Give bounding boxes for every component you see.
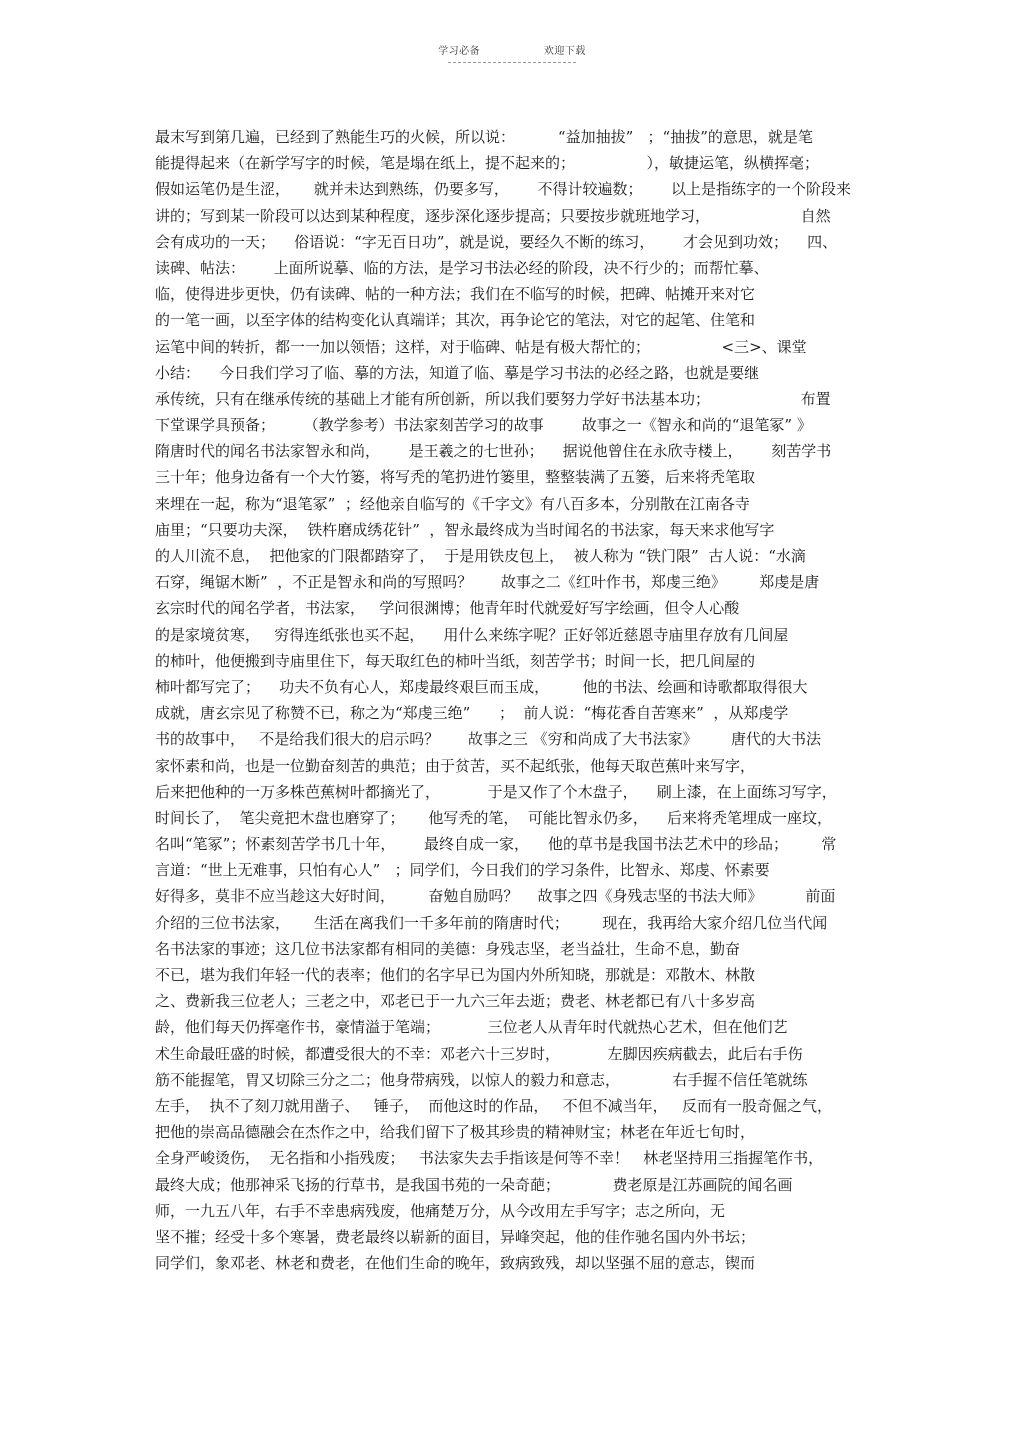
header-right-text: 欢迎下载 xyxy=(543,46,586,57)
text-line: 庙里；“只要功夫深， 铁杵磨成绣花针” ，智永最终成为当时闻名的书法家，每天来求他写字 xyxy=(155,520,775,539)
text-line: 的是家境贫寒， 穷得连纸张也买不起， 用什么来练字呢？正好邻近慈恩寺庙里存放有几间屋 xyxy=(155,625,789,644)
text-line: 三十年；他身边备有一个大竹篓，将写秃的笔扔进竹篓里，整整装满了五篓，后来将秃笔取 xyxy=(155,468,756,487)
text-line: 会有成功的一天； 俗语说：“字无百日功”，就是说，要经久不断的练习， 才会见到功效； 四、 xyxy=(155,232,838,251)
text-line: 坚不摧；经受十多个寒暑，费老最终以崭新的面目，异峰突起，他的佳作驰名国内外书坛； xyxy=(155,1227,756,1246)
text-line: 假如运笔仍是生涩， 就并未达到熟练，仍要多写， 不得计较遍数； 以上是指练字的一个阶段来 xyxy=(155,180,852,199)
text-line: 之、费新我三位老人；三老之中，邓老已于一九六三年去逝；费老、林老都已有八十多岁高 xyxy=(155,992,756,1011)
text-line: 把他的崇高品德融会在杰作之中，给我们留下了极其珍贵的精神财宝；林老在年近七旬时， xyxy=(155,1123,756,1142)
text-line: 后来把他种的一万多株芭蕉树叶都摘光了， 于是又作了个木盘子， 刷上漆，在上面练习写字， xyxy=(155,782,837,801)
text-line: 能提得起来（在新学写字的时候，笔是塌在纸上，提不起来的； ），敏捷运笔，纵横挥毫； xyxy=(155,154,820,173)
text-line: 书的故事中， 不是给我们很大的启示吗？ 故事之三 《穷和尚成了大书法家》 唐代的大书法 xyxy=(155,730,822,749)
text-line: 石穿，绳锯木断” ，不正是智永和尚的写照吗？ 故事之二《红叶作书，郑虔三绝》 郑虔是唐 xyxy=(155,573,820,592)
text-line: 不已，堪为我们年轻一代的表率；他们的名字早已为国内外所知晓，那就是：邓散木、林散 xyxy=(155,966,756,984)
text-line: 的柿叶，他便搬到寺庙里住下，每天取红色的柿叶当纸，刻苦学书；时间一长，把几间屋的 xyxy=(155,651,756,670)
text-line: 同学们，象邓老、林老和费老，在他们生命的晚年，致病致残，却以坚强不屈的意志，锲而 xyxy=(155,1254,756,1273)
text-line: 小结： 今日我们学习了临、摹的方法，知道了临、摹是学习书法的必经之路，也就是要继 xyxy=(155,363,760,382)
text-line: 下堂课学具预备； （教学参考）书法家刻苦学习的故事 故事之一《智永和尚的“退笔冢” 》 xyxy=(155,416,812,435)
text-line: 好得多，莫非不应当趁这大好时间， 奋勉自励吗？ 故事之四《身残志坚的书法大师》 前面 xyxy=(155,887,836,906)
text-line: 师，一九五八年，右手不幸患病残废，他痛楚万分，从今改用左手写字；志之所向，无 xyxy=(155,1201,726,1220)
text-line: 的一笔一画，以至字体的结构变化认真端详；其次，再争论它的笔法，对它的起笔、住笔和 xyxy=(155,311,756,330)
text-line: 运笔中间的转折，都一一加以领悟；这样，对于临碑、帖是有极大帮忙的； <三>、课堂 xyxy=(155,337,807,356)
text-line: 言道：“世上无难事，只怕有心人” ；同学们，今日我们的学习条件，比智永、郑虔、怀素要 xyxy=(155,861,770,880)
text-line: 左手， 执不了刻刀就用凿子、 锤子， 而他这时的作品， 不但不减当年， 反而有一股奇倔之气， xyxy=(155,1096,832,1115)
text-line: 讲的；写到某一阶段可以达到某种程度，逐步深化逐步提高；只要按步就班地学习， 自然 xyxy=(155,206,831,225)
text-line: 玄宗时代的闻名学者，书法家， 学问很渊博；他青年时代就爱好写字绘画，但令人心酸 xyxy=(155,599,740,618)
text-line: 家怀素和尚，也是一位勤奋刻苦的典范；由于贫苦，买不起纸张，他每天取芭蕉叶来写字， xyxy=(155,756,756,775)
text-line: 术生命最旺盛的时候，都遭受很大的不幸：邓老六十三岁时， 左脚因疾病截去，此后右手伤 xyxy=(155,1044,803,1063)
text-line: 名书法家的事迹；这几位书法家都有相同的美德：身残志坚，老当益壮，生命不息，勤奋 xyxy=(155,939,741,958)
text-line: 隋唐时代的闻名书法家智永和尚， 是王羲之的七世孙； 据说他曾住在永欣寺楼上， 刻苦学书 xyxy=(155,442,832,461)
header-divider xyxy=(448,62,576,63)
text-line: 临，使得进步更快，仍有读碑、帖的一种方法；我们在不临写的时候，把碑、帖摊开来对它 xyxy=(155,285,756,304)
text-line: 最终大成；他那神采飞扬的行草书，是我国书苑的一朵奇葩； 费老原是江苏画院的闻名画 xyxy=(155,1175,793,1194)
text-line: 筋不能握笔，胃又切除三分之二；他身带病残，以惊人的毅力和意志， 右手握不信任笔就练 xyxy=(155,1070,808,1089)
text-line: 成就，唐玄宗见了称赞不已，称之为“郑虔三绝” ； 前人说：“梅花香自苦寒来” ，从郑虔学 xyxy=(155,704,789,723)
page-header xyxy=(0,42,1024,57)
text-line: 来埋在一起，称为“退笔冢” ；经他亲自临写的《千字文》有八百多本，分别散在江南各寺 xyxy=(155,494,750,513)
text-line: 承传统，只有在继承传统的基础上才能有所创新，所以我们要努力学好书法基本功； 布置 xyxy=(155,389,831,408)
text-line: 柿叶都写完了； 功夫不负有心人，郑虔最终艰巨而玉成， 他的书法、绘画和诗歌都取得很大 xyxy=(155,677,808,696)
header-left-text: 学习必备 xyxy=(438,46,481,57)
document-body xyxy=(155,124,875,1276)
text-line: 时间长了， 笔尖竟把木盘也磨穿了； 他写秃的笔， 可能比智永仍多， 后来将秃笔埋成一座坟， xyxy=(155,808,832,827)
text-line: 最末写到第几遍，已经到了熟能生巧的火候，所以说： “益加抽拔” ；“抽拔”的意思，就是笔 xyxy=(155,128,813,146)
text-line: 介绍的三位书法家， 生活在离我们一千多年前的隋唐时代； 现在，我再给大家介绍几位当代闻 xyxy=(155,913,828,932)
text-line: 的人川流不息， 把他家的门限都踏穿了， 于是用铁皮包上， 被人称为 “铁门限” 古人说：“水滴 xyxy=(155,547,806,565)
text-line: 龄，他们每天仍挥毫作书，豪情溢于笔端； 三位老人从青年时代就热心艺术，但在他们艺 xyxy=(155,1018,788,1037)
text-line: 名叫“笔冢”；怀素刻苦学书几十年， 最终自成一家， 他的草书是我国书法艺术中的珍品； 常 xyxy=(155,835,837,854)
text-line: 读碑、帖法： 上面所说摹、临的方法，是学习书法必经的阶段，决不行少的；而帮忙摹、 xyxy=(155,258,769,277)
text-line: 全身严峻烫伤， 无名指和小指残废； 书法家失去手指该是何等不幸！ 林老坚持用三指握笔作书， xyxy=(155,1149,824,1168)
